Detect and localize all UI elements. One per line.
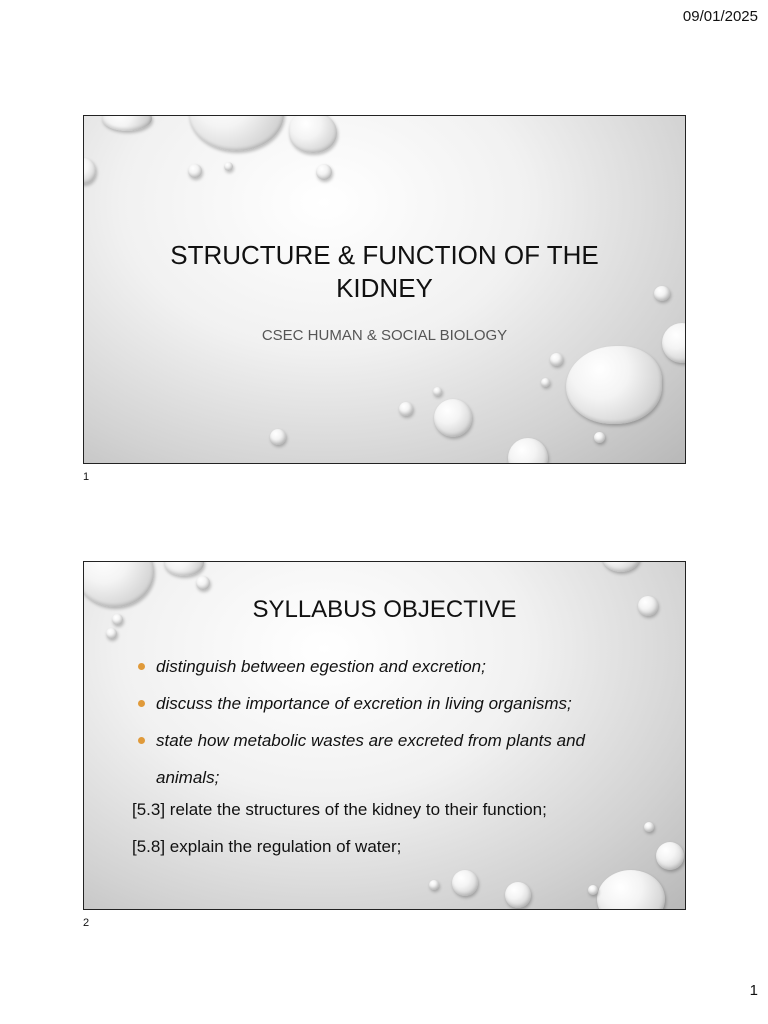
objective-line-5-3: [5.3] relate the structures of the kidney to their function; bbox=[132, 800, 547, 819]
title-line-1: STRUCTURE & FUNCTION OF THE bbox=[170, 240, 599, 270]
page-date: 09/01/2025 bbox=[682, 8, 758, 25]
water-drop bbox=[196, 576, 210, 590]
slide-2-title: SYLLABUS OBJECTIVE bbox=[252, 596, 517, 623]
water-drop bbox=[508, 438, 548, 464]
water-drop bbox=[541, 378, 550, 387]
slide-1-subtitle: CSEC HUMAN & SOCIAL BIOLOGY bbox=[261, 327, 508, 344]
slide-2-number: 2 bbox=[83, 917, 90, 929]
bullet-item: distinguish between egestion and excretion; bbox=[136, 648, 636, 685]
water-drop bbox=[594, 432, 605, 443]
water-drop bbox=[550, 353, 563, 366]
slide-2 bbox=[83, 561, 686, 910]
bullet-dot bbox=[138, 737, 145, 744]
bullet-item: discuss the importance of excretion in living organisms; bbox=[136, 685, 636, 722]
water-drop bbox=[588, 885, 598, 895]
water-drop bbox=[316, 164, 332, 180]
water-drop bbox=[429, 880, 439, 890]
title-line-2: KIDNEY bbox=[336, 273, 433, 303]
water-drop bbox=[434, 399, 472, 437]
water-drop bbox=[102, 115, 152, 131]
slide-1-title bbox=[84, 239, 685, 305]
slide-1-number: 1 bbox=[83, 471, 90, 483]
water-drop bbox=[224, 162, 233, 171]
water-drop bbox=[270, 429, 286, 445]
water-drop bbox=[164, 561, 204, 576]
bullet-item: state how metabolic wastes are excreted from plants and animals; bbox=[136, 722, 636, 796]
water-drop bbox=[189, 115, 284, 151]
slide-1 bbox=[83, 115, 686, 464]
bullet-dot bbox=[138, 700, 145, 707]
page-number: 1 bbox=[749, 982, 758, 999]
objective-bullet-list bbox=[136, 648, 636, 796]
objective-line-5-8: [5.8] explain the regulation of water; bbox=[132, 837, 402, 856]
water-drop bbox=[644, 822, 654, 832]
water-drop bbox=[452, 870, 478, 896]
water-drop bbox=[597, 870, 665, 910]
water-drop bbox=[188, 164, 202, 178]
water-drop bbox=[289, 115, 337, 153]
water-drop bbox=[602, 561, 640, 572]
water-drop bbox=[505, 882, 531, 908]
water-drop bbox=[433, 387, 442, 396]
water-drop bbox=[399, 402, 413, 416]
water-drop bbox=[83, 158, 96, 184]
water-drop bbox=[566, 346, 662, 424]
water-drop bbox=[106, 628, 117, 639]
bullet-dot bbox=[138, 663, 145, 670]
